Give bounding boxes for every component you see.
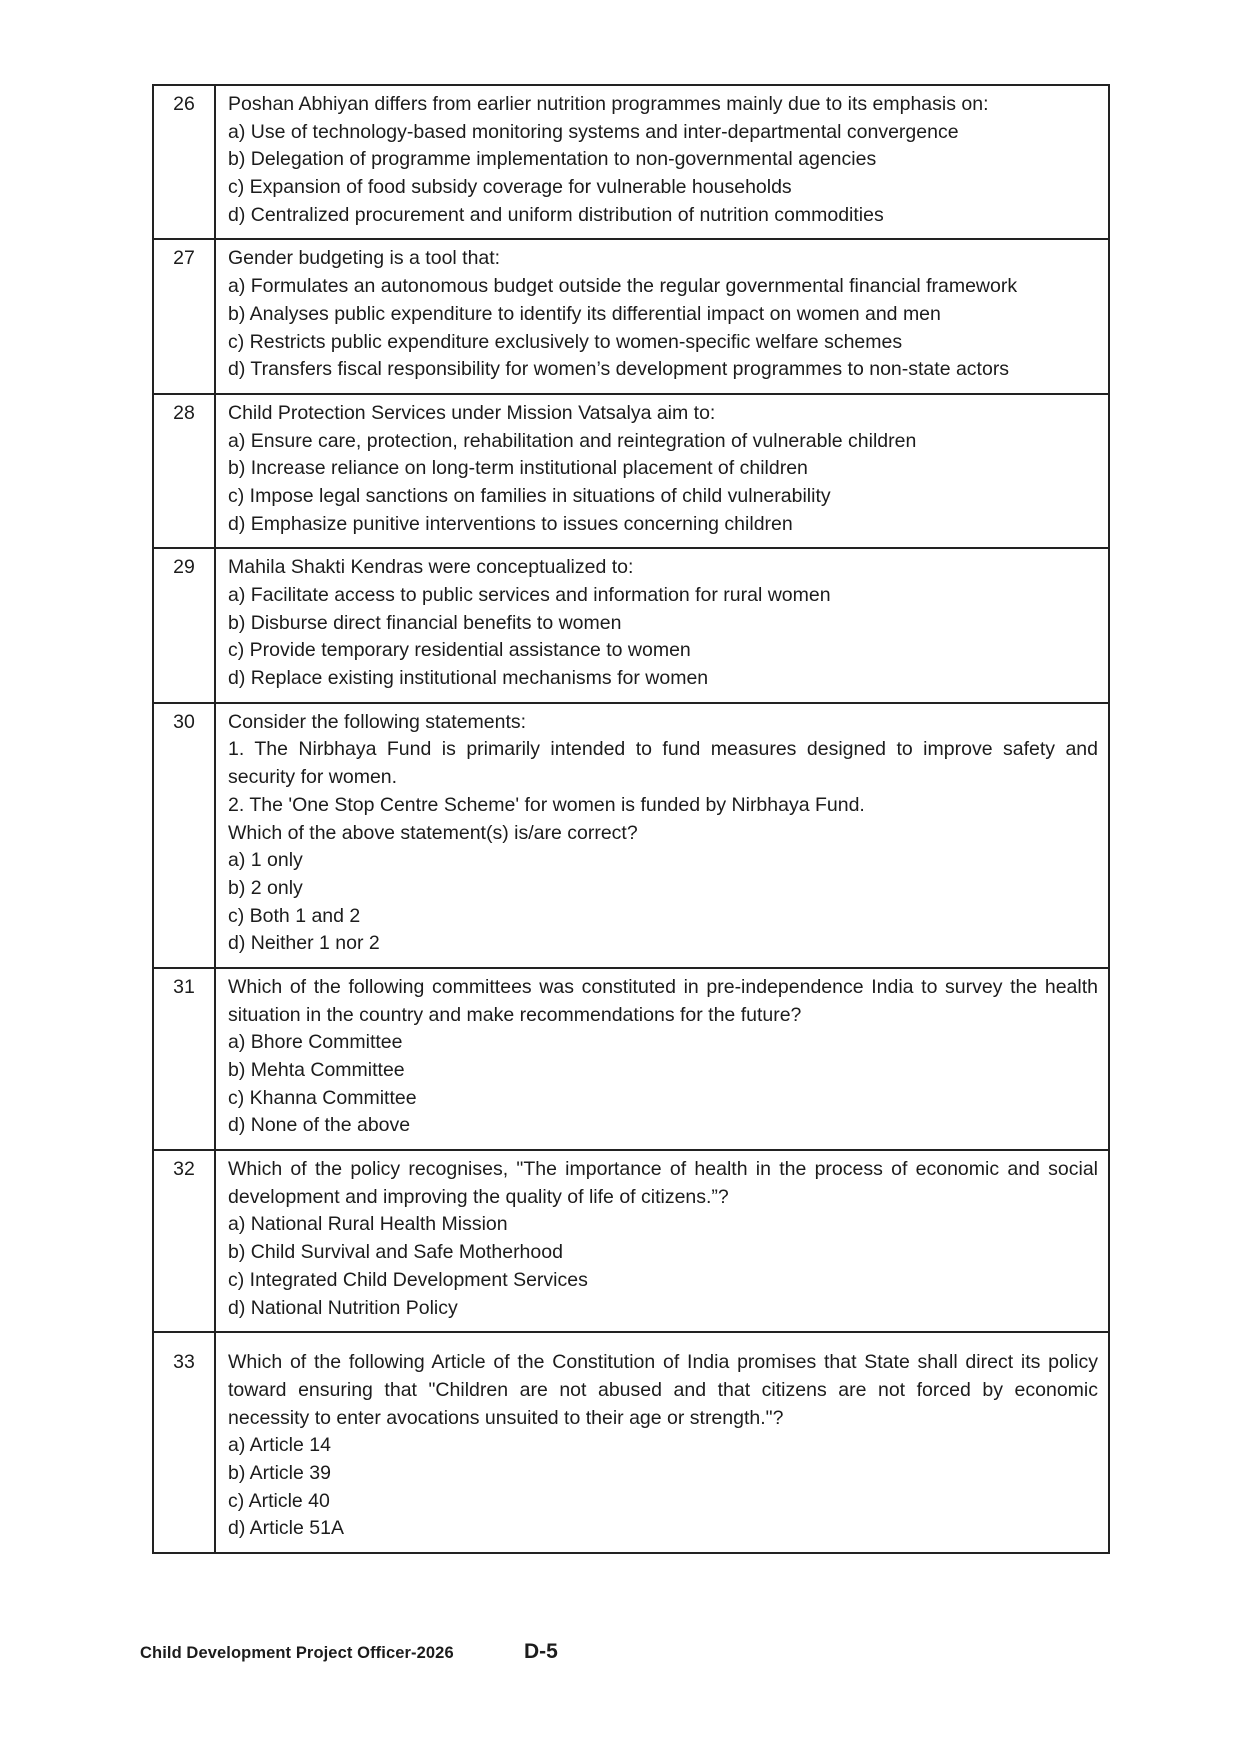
answer-option: a) Ensure care, protection, rehabilitation and reintegration of vulnerable children <box>228 429 917 452</box>
question-number: 28 <box>153 394 215 548</box>
answer-option: b) Mehta Committee <box>228 1059 405 1081</box>
answer-option: d) None of the above <box>228 1114 411 1137</box>
answer-option: b) Increase reliance on long-term institutional placement of children <box>228 457 808 480</box>
question-row <box>153 703 1109 968</box>
answer-option: b) 2 only <box>228 876 303 899</box>
question-body-line: 1. The Nirbhaya Fund is primarily intended to fund measures designed to improve safety and security for women. <box>228 738 1098 789</box>
footer-page-number: D-5 <box>524 1640 558 1663</box>
answer-option: c) Article 40 <box>228 1489 330 1512</box>
question-row <box>153 239 1109 393</box>
answer-option: b) Delegation of programme implementation to non-governmental agencies <box>228 148 877 171</box>
answer-option: a) Formulates an autonomous budget outside the regular governmental financial framework <box>228 275 1018 298</box>
question-content <box>215 703 1109 968</box>
question-body-line: Which of the policy recognises, "The importance of health in the process of economic and social development and improving the quality of life of citizens.”? <box>228 1158 1098 1208</box>
question-row <box>153 548 1109 702</box>
question-content <box>215 85 1109 239</box>
answer-option: c) Restricts public expenditure exclusively to women-specific welfare schemes <box>228 330 903 353</box>
question-number: 26 <box>153 85 215 239</box>
question-content <box>215 968 1109 1150</box>
question-number: 29 <box>153 548 215 702</box>
question-body-line: Mahila Shakti Kendras were conceptualized to: <box>228 556 634 579</box>
question-number: 32 <box>153 1150 215 1332</box>
answer-option: c) Khanna Committee <box>228 1086 417 1109</box>
question-content <box>215 1150 1109 1332</box>
question-body-line: Consider the following statements: <box>228 710 527 733</box>
answer-option: d) Neither 1 nor 2 <box>228 932 380 955</box>
question-body-line: Which of the following Article of the Constitution of India promises that State shall direct its policy toward ensuring that "Children are not abused and that citizens are not forced by economic necessity to enter avocations unsuited to their age or strength."? <box>228 1351 1098 1429</box>
answer-option: b) Article 39 <box>228 1461 331 1484</box>
question-number: 27 <box>153 239 215 393</box>
answer-option: c) Impose legal sanctions on families in situations of child vulnerability <box>228 484 831 507</box>
answer-option: a) 1 only <box>228 849 303 872</box>
question-table <box>152 84 1110 1554</box>
question-row <box>153 1150 1109 1332</box>
question-content <box>215 1332 1109 1553</box>
answer-option: a) Use of technology-based monitoring systems and inter-departmental convergence <box>228 120 959 143</box>
question-body-line: Which of the following committees was constituted in pre-independence India to survey the health situation in the country and make recommendations for the future? <box>228 975 1098 1026</box>
question-number: 31 <box>153 968 215 1150</box>
answer-option: d) Emphasize punitive interventions to issues concerning children <box>228 512 793 535</box>
question-number: 30 <box>153 703 215 968</box>
answer-option: a) Bhore Committee <box>228 1031 403 1054</box>
answer-option: b) Disburse direct financial benefits to women <box>228 611 622 634</box>
question-body-line: Poshan Abhiyan differs from earlier nutrition programmes mainly due to its emphasis on: <box>228 93 989 115</box>
question-body-line: Which of the above statement(s) is/are correct? <box>228 821 638 844</box>
answer-option: c) Provide temporary residential assistance to women <box>228 639 691 662</box>
question-content <box>215 394 1109 548</box>
question-body-line: 2. The 'One Stop Centre Scheme' for women is funded by Nirbhaya Fund. <box>228 793 865 816</box>
answer-option: a) National Rural Health Mission <box>228 1213 508 1236</box>
question-body-line: Gender budgeting is a tool that: <box>228 247 501 270</box>
answer-option: c) Expansion of food subsidy coverage for vulnerable households <box>228 176 792 199</box>
answer-option: d) Centralized procurement and uniform distribution of nutrition commodities <box>228 203 884 226</box>
question-row <box>153 394 1109 548</box>
answer-option: c) Integrated Child Development Services <box>228 1268 588 1291</box>
answer-option: b) Analyses public expenditure to identify its differential impact on women and men <box>228 302 941 325</box>
answer-option: b) Child Survival and Safe Motherhood <box>228 1241 563 1264</box>
question-content <box>215 548 1109 702</box>
answer-option: a) Facilitate access to public services and information for rural women <box>228 584 831 606</box>
question-row <box>153 968 1109 1150</box>
answer-option: a) Article 14 <box>228 1434 331 1457</box>
answer-option: d) Replace existing institutional mechanisms for women <box>228 667 709 690</box>
question-number: 33 <box>153 1332 215 1553</box>
question-content <box>215 239 1109 393</box>
answer-option: d) Transfers fiscal responsibility for women’s development programmes to non-state actors <box>228 358 1010 381</box>
answer-option: d) National Nutrition Policy <box>228 1296 458 1319</box>
question-row <box>153 85 1109 239</box>
question-row <box>153 1332 1109 1553</box>
question-body-line: Child Protection Services under Mission Vatsalya aim to: <box>228 401 716 424</box>
answer-option: c) Both 1 and 2 <box>228 904 361 927</box>
answer-option: d) Article 51A <box>228 1517 344 1540</box>
footer-exam-title: Child Development Project Officer-2026 <box>140 1644 454 1662</box>
